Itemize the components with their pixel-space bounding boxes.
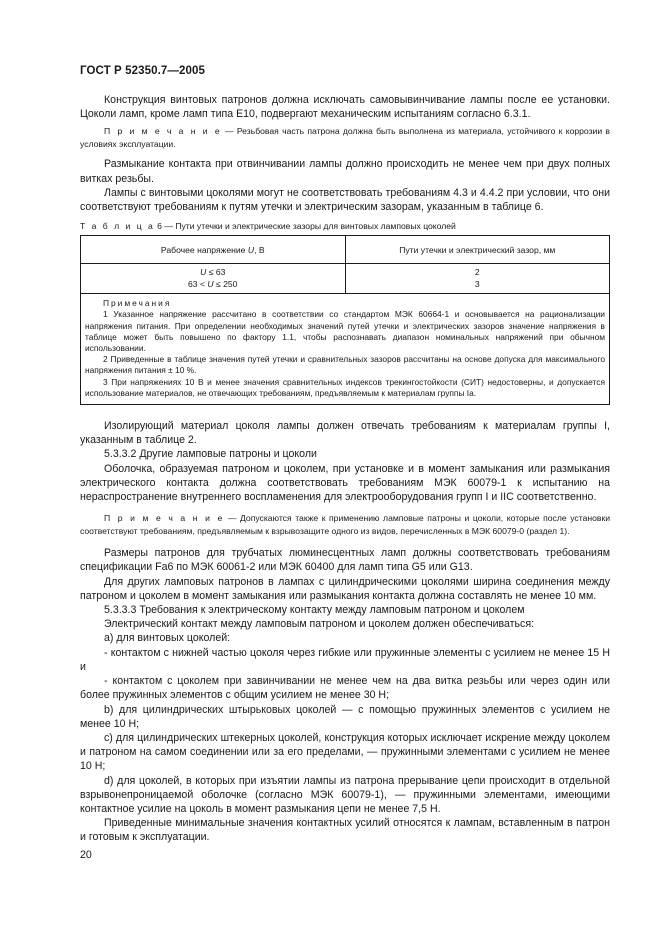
paragraph-insulating-material: Изолирующий материал цоколя лампы должен отвечать требованиям к материалам группы I, указанным в таблице 2. — [80, 420, 610, 447]
note-thread-material — [80, 125, 610, 151]
table-caption-text: 6 — Пути утечки и электрические зазоры для винтовых ламповых цоколей — [154, 221, 456, 232]
table-header-distance: Пути утечки и электрический зазор, мм — [345, 236, 610, 264]
paragraph-enclosure: Оболочка, образуемая патроном и цоколем, при установке и в момент замыкания или размыкания электрического контакта должна соответствовать требованиям МЭК 60079-1 к испытанию на нераспространение внутреннего воспламенения для электрооборудования групп I и IIС соответственно. — [80, 462, 610, 504]
list-item-b: b) для цилиндрических штырьковых цоколей — с помощью пружинных элементов с усилием не менее 10 Н; — [80, 703, 610, 730]
table-caption — [80, 220, 610, 232]
paragraph-min-forces: Приведенные минимальные значения контактных усилий относятся к лампам, вставленным в патрон и готовым к эксплуатации. — [80, 817, 610, 844]
list-item-a: а) для винтовых цоколей: — [104, 632, 231, 645]
table-note-2: 2 Приведенные в таблице значения путей утечки и сравнительных зазоров рассчитаны на основе допуска для максимального напряжения питания ± 10 %. — [85, 354, 605, 376]
list-item-d: d) для цоколей, в которых при изъятии лампы из патрона прерывание цепи происходит в отдельной взрывонепроницаемой оболочке (согласно МЭК 60079-1), — пружинными элементами, имеющими контактное усилие на цоколь в момент размыкания цепи не менее 7,5 Н. — [80, 774, 610, 815]
table-notes-title: Примечания — [103, 298, 172, 309]
note-label: П р и м е ч а н и е — [104, 513, 225, 524]
document-body — [80, 93, 610, 845]
table-header-voltage — [81, 236, 346, 264]
paragraph-tubular-lamps: Размеры патронов для трубчатых люминесцентных ламп должны соответствовать требованиям спецификации Fa6 по МЭК 60061-2 или МЭК 60400 для ламп типа G5 или G13. — [80, 547, 610, 574]
table-voltage-cell — [81, 264, 346, 294]
voltage-row-2 — [81, 279, 345, 291]
table-distance-cell — [345, 264, 610, 294]
document-header: ГОСТ Р 52350.7—2005 — [80, 65, 205, 77]
note-label: П р и м е ч а н и е — [104, 126, 222, 137]
voltage-value: ≤ 250 — [213, 278, 238, 289]
list-item-c: с) для цилиндрических штекерных цоколей, конструкция которых исключает искрение между цоколем и патроном на самом соединении или за его пределами, — пружинными элементами с усилием не менее 10 Н; — [80, 731, 610, 773]
distance-row-1: 2 — [474, 267, 480, 278]
page-number: 20 — [80, 849, 92, 861]
table-caption-label: Т а б л и ц а — [80, 221, 155, 232]
note-other-holders — [80, 512, 610, 538]
paragraph-contact-provision: Электрический контакт между ламповым патроном и цоколем должен обеспечиваться: — [104, 618, 535, 631]
voltage-value: ≤ 63 — [206, 267, 226, 278]
table-notes-cell — [81, 294, 610, 405]
table-notes-row — [81, 294, 610, 405]
header-voltage-var: U — [247, 244, 255, 255]
note-text: — Резьбовая часть патрона должна быть выполнена из материала, устойчивого к коррозии в условиях эксплуатации. — [80, 126, 610, 150]
voltage-var: U — [200, 267, 207, 278]
list-item-a1: - контактом с нижней частью цоколя через гибкие или пружинные элементы с усилием не менее 15 Н и — [80, 646, 610, 673]
voltage-row-1 — [81, 267, 345, 279]
voltage-var: U — [207, 278, 214, 289]
voltage-prefix: 63 < — [188, 278, 208, 289]
list-item-a2: - контактом с цоколем при завинчивании не менее чем на два витка резьбы или через один или более пружинных элементов с общим усилием не менее 30 Н; — [80, 675, 610, 702]
creepage-table — [80, 235, 610, 405]
paragraph-screw-caps: Лампы с винтовыми цоколями могут не соответствовать требованиям 4.3 и 4.4.2 при условии, что они соответствуют требованиям к путям утечки и электрическим зазорам, указанным в таблице 6. — [80, 186, 610, 214]
paragraph-contact-opening: Размыкание контакта при отвинчивании лампы должно происходить не менее чем при двух полных витках резьбы. — [80, 158, 610, 185]
table-note-1: 1 Указанное напряжение рассчитано в соответствии со стандартом МЭК 60664-1 и основывается на рационализации напряжения питания. При определении необходимых значений путей утечки и электрических зазоров значение напряжения в таблице может быть повышено по фактору 1.1, чтобы распознавать диапазон номинальных напряжений при обычном использовании. — [85, 309, 605, 354]
section-heading-5332: 5.3.3.2 Другие ламповые патроны и цоколи — [104, 448, 317, 461]
table-values-row — [81, 264, 610, 294]
header-voltage-suffix: , В — [254, 244, 265, 255]
paragraph-cylindrical-caps: Для других ламповых патронов в лампах с цилиндрическими цоколями ширина соединения между патроном и цоколем в момент замыкания или размыкания контакта должна составлять не менее 10 мм. — [80, 575, 610, 602]
header-voltage-prefix: Рабочее напряжение — [160, 244, 248, 255]
paragraph-screw-holders: Конструкция винтовых патронов должна исключать самовывинчивание лампы после ее установки. Цоколи ламп, кроме ламп типа Е10, подвергают механическим испытаниям согласно 6.3.1. — [80, 94, 610, 121]
table-note-3: 3 При напряжениях 10 В и менее значения сравнительных индексов трекингостойкости (СИТ) недостоверны, и допускается использование материалов, не отвечающих требованиям, предъявляемым к материалам группы Iа. — [85, 376, 605, 398]
table-header-row — [81, 236, 610, 264]
distance-row-2: 3 — [474, 278, 480, 289]
section-heading-5333: 5.3.3.3 Требования к электрическому контакту между ламповым патроном и цоколем — [104, 604, 525, 617]
note-text: — Допускаются также к применению ламповые патроны и цоколи, которые после установки соответствуют требованиям, предъявляемым к взрывозащите одного из видов, перечисленных в МЭК 60079-0 (раздел 1). — [80, 513, 610, 537]
